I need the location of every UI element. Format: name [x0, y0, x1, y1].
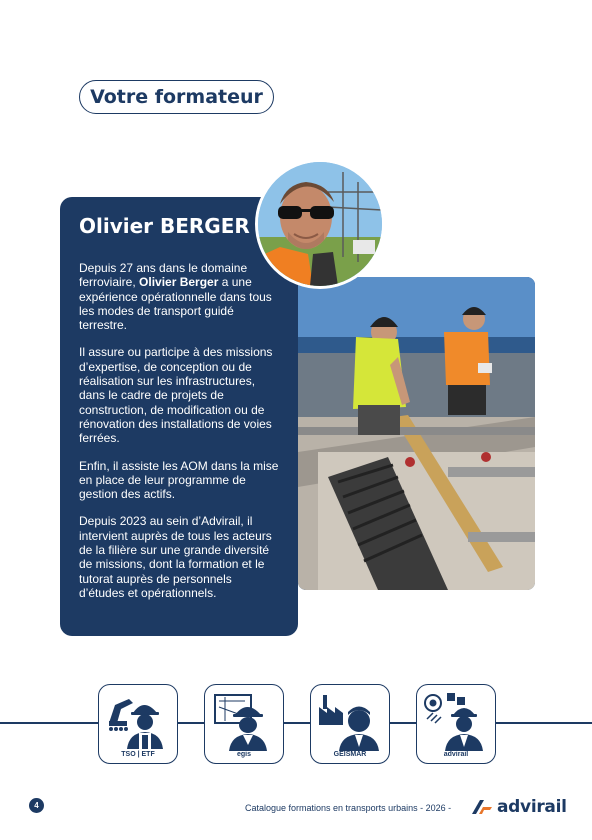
trainer-portrait [255, 159, 385, 289]
trainer-name: Olivier BERGER [79, 214, 250, 238]
worksite-photo [298, 277, 535, 590]
brand-name: advirail [497, 797, 567, 817]
connector-line [496, 722, 592, 724]
brand-logo [470, 797, 567, 817]
footer-caption: Catalogue formations en transports urbains - 2026 - [245, 803, 452, 813]
connector-line [0, 722, 98, 724]
career-tile-geismar [310, 684, 390, 764]
career-tile-advirail [416, 684, 496, 764]
section-title-pill [79, 80, 274, 114]
tile-caption: egis [236, 751, 251, 758]
bio-text: a une expérience opérationnelle dans tous les modes de transport guidé terrestre. [79, 275, 272, 333]
section-title: Votre formateur [90, 86, 263, 108]
career-path-row [0, 680, 592, 770]
bio-paragraph-2: Il assure ou participe à des missions d’expertise, de conception ou de réalisation sur les infrastructures, dans le cadre de projets de construction, de modification ou de rénovation des installations de voies ferrées. [79, 345, 273, 446]
trainer-profile-card [60, 197, 298, 636]
tile-caption: TSO | ETF [121, 751, 155, 758]
career-tile-tso [98, 684, 178, 764]
page-number: 4 [34, 801, 39, 810]
page-number-badge [29, 798, 44, 813]
bio-text: Depuis 27 ans dans le domaine ferroviaire, [79, 261, 248, 290]
advirail-mark-icon [470, 798, 494, 816]
bio-paragraph-4: Depuis 2023 au sein d’Advirail, il intervient auprès de tous les acteurs de la filière sur une grande diversité de missions, dont la formation et le tutorat auprès de personnels d’études et opérationnels. [79, 514, 272, 600]
connector-line [284, 722, 310, 724]
tile-caption: advirail [443, 751, 469, 758]
connector-line [178, 722, 204, 724]
bio-paragraph-1 [79, 261, 279, 332]
career-tile-egis [204, 684, 284, 764]
connector-line [390, 722, 416, 724]
bio-paragraph-3: Enfin, il assiste les AOM dans la mise en place de leur programme de gestion des actifs. [79, 458, 279, 502]
trainer-bio [79, 261, 279, 613]
tile-caption: GEISMAR [333, 751, 367, 758]
bio-highlight-name: Olivier Berger [139, 275, 219, 290]
